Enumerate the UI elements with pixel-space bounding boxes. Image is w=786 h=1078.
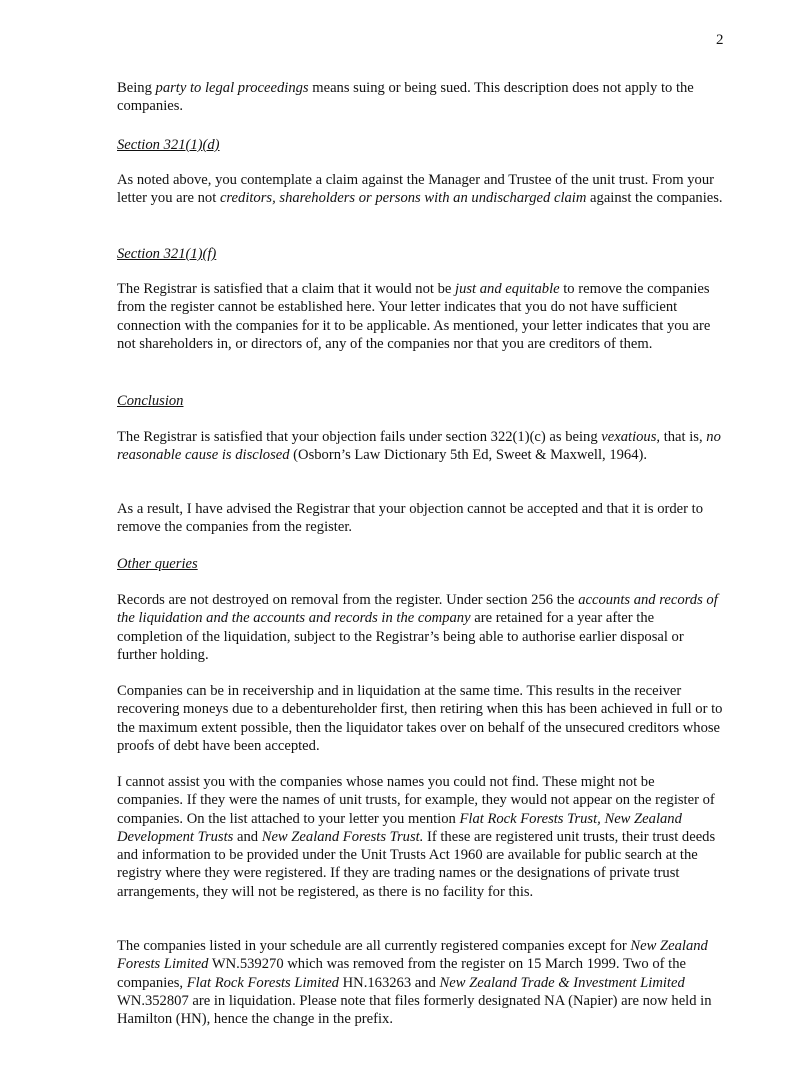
paragraph-objection-fails: The Registrar is satisfied that your objection fails under section 322(1)(c) as being vexatious, that is, no reasonable cause is disclosed (Osborn’s Law Dictionary 5th Ed, Sweet & Maxwell, 1964). [117,429,721,464]
paragraph-receivership-liquidation: Companies can be in receivership and in liquidation at the same time. This results in the receiver recovering moneys due to a debentureholder first, then retiring when this has been achieved in full or to the maximum extent possible, then the liquidator takes over on behalf of the unsecured creditors whose proofs of debt have been accepted. [117,683,723,754]
paragraph-claim-against-manager: As noted above, you contemplate a claim against the Manager and Trustee of the unit trust. From your letter you are not creditors, shareholders or persons with an undischarged claim against the companies. [117,172,723,207]
paragraph-companies-in-schedule: The companies listed in your schedule are all currently registered companies except for New Zealand Forests Limited WN.539270 which was removed from the register on 15 March 1999. Two of the companies, Flat Rock Forests Limited HN.163263 and New Zealand Trade & Investment Limited WN.352807 are in liquidation. Please note that files formerly designated NA (Napier) are now held in Hamilton (HN), hence the change in the prefix. [117,938,712,1028]
paragraph-just-and-equitable: The Registrar is satisfied that a claim that it would not be just and equitable to remove the companies from the register cannot be established here. Your letter indicates that you do not have sufficient connection with the companies for it to be applicable. As mentioned, your letter indicates that you are not shareholders in, or directors of, any of the companies nor that you are creditors of them. [117,281,711,352]
paragraph-objection-not-accepted: As a result, I have advised the Registrar that your objection cannot be accepted and that it is order to remove the companies from the register. [117,501,703,536]
heading-conclusion: Conclusion [117,393,184,409]
paragraph-party-to-legal-proceedings: Being party to legal proceedings means suing or being sued. This description does not apply to the companies. [117,80,694,115]
heading-section-321-1-f: Section 321(1)(f) [117,246,217,262]
paragraph-companies-not-found: I cannot assist you with the companies whose names you could not find. These might not be companies. If they were the names of unit trusts, for example, they would not appear on the register of companies. On the list attached to your letter you mention Flat Rock Forests Trust, New Zealand Development Trusts and New Zealand Forests Trust. If these are registered unit trusts, their trust deeds and information to be provided under the Unit Trusts Act 1960 are available for public search at the registry where they were registered. If they are trading names or the designations of private trust arrangements, they will not be registered, as there is no facility for this. [117,774,716,900]
paragraph-records-not-destroyed: Records are not destroyed on removal from the register. Under section 256 the accounts and records of the liquidation and the accounts and records in the company are retained for a year after the completion of the liquidation, subject to the Registrar’s being able to authorise earlier disposal or further holding. [117,592,718,663]
heading-section-321-1-d: Section 321(1)(d) [117,137,220,153]
page-number: 2 [716,32,724,48]
heading-other-queries: Other queries [117,556,198,572]
